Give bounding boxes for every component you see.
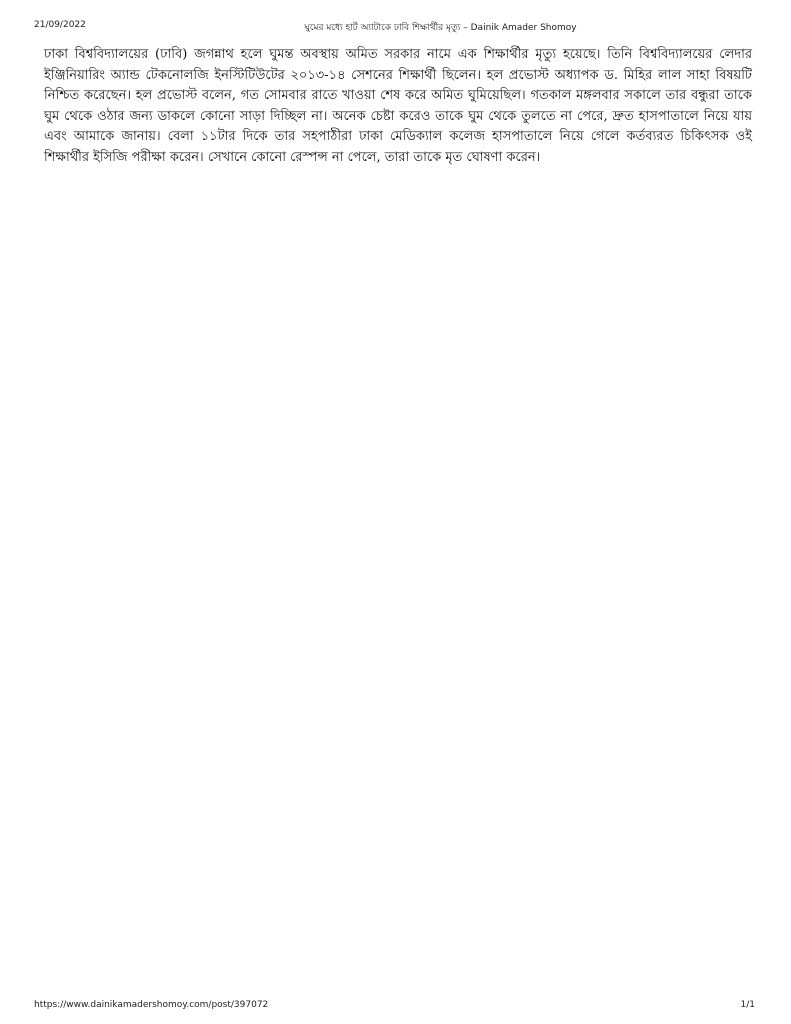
page-title: ঘুমের মধ্যে হার্ট অ্যাটাকে ঢাবি শিক্ষার্থীর মৃত্যু – Dainik Amader Shomoy xyxy=(304,23,577,33)
page-number: 1/1 xyxy=(740,1000,755,1010)
print-date: 21/09/2022 xyxy=(34,20,86,30)
article-paragraph: ঢাকা বিশ্ববিদ্যালয়ের (ঢাবি) জগন্নাথ হলে ঘুমন্ত অবস্থায় অমিত সরকার নামে এক শিক্ষার্থীর মৃত্যু হয়েছে। তিনি বিশ্ববিদ্যালয়ের লেদার ইঞ্জিনিয়ারিং অ্যান্ড টেকনোলজি ইনস্টিটিউটের ২০১৩-১৪ সেশনের শিক্ষার্থী ছিলেন। হল প্রভোস্ট অধ্যাপক ড. মিহির লাল সাহা বিষয়টি নিশ্চিত করেছেন। হল প্রভোস্ট বলেন, গত সোমবার রাতে খাওয়া শেষ করে অমিত ঘুমিয়েছিল। গতকাল মঙ্গলবার সকালে তার বন্ধুরা তাকে ঘুম থেকে ওঠার জন্য ডাকলে কোনো সাড়া দিচ্ছিল না। অনেক চেষ্টা করেও তাকে ঘুম থেকে তুলতে না পেরে, দ্রুত হাসপাতালে নিয়ে যায় এবং আমাকে জানায়। বেলা ১১টার দিকে তার সহপাঠীরা ঢাকা মেডিক্যাল কলেজ হাসপাতালে নিয়ে গেলে কর্তব্যরত চিকিৎসক ওই শিক্ষার্থীর ইসিজি পরীক্ষা করেন। সেখানে কোনো রেস্পন্স না পেলে, তারা তাকে মৃত ঘোষণা করেন। xyxy=(44,47,752,165)
article-body xyxy=(44,45,752,168)
source-url: https://www.dainikamadershomoy.com/post/397072 xyxy=(34,1000,269,1010)
